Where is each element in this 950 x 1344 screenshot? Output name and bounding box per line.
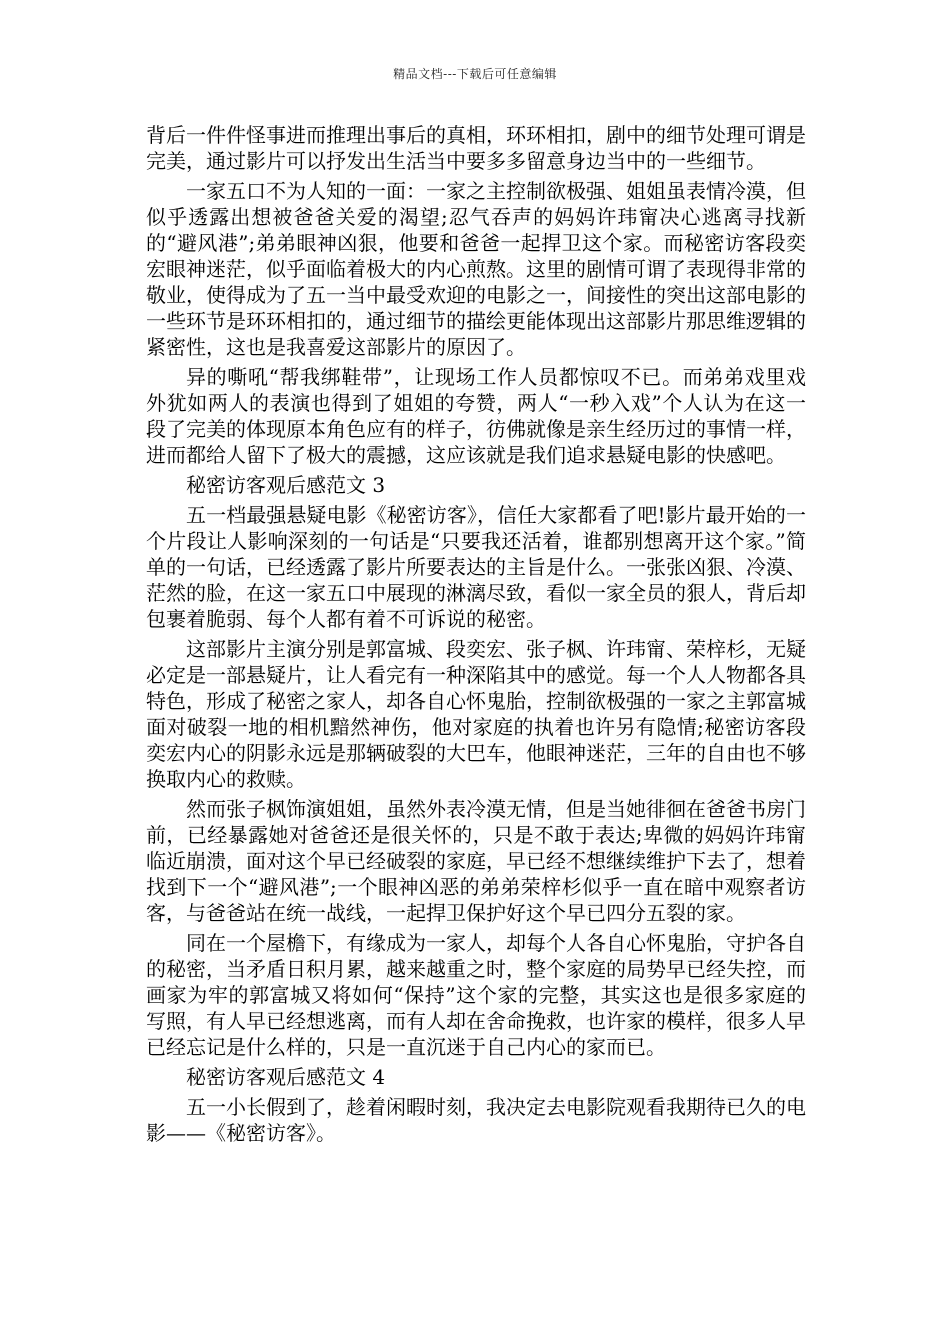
article-body bbox=[146, 122, 806, 1150]
paragraph: 这部影片主演分别是郭富城、段奕宏、张子枫、许玮甯、荣梓杉，无疑必定是一部悬疑片，让人看完有一种深陷其中的感觉。每一个人人物都各具特色，形成了秘密之家人，却各自心怀鬼胎，控制欲极强的一家之主郭富城面对破裂一地的相机黯然神伤，他对家庭的执着也许另有隐情;秘密访客段奕宏内心的阴影永远是那辆破裂的大巴车，他眼神迷茫，三年的自由也不够换取内心的救赎。 bbox=[146, 637, 806, 791]
paragraph: 五一小长假到了，趁着闲暇时刻，我决定去电影院观看我期待已久的电影——《秘密访客》。 bbox=[146, 1095, 806, 1145]
paragraph: 一家五口不为人知的一面：一家之主控制欲极强、姐姐虽表情冷漠，但似乎透露出想被爸爸关爱的渴望;忍气吞声的妈妈许玮甯决心逃离寻找新的“避风港”;弟弟眼神凶狠，他要和爸爸一起捍卫这个家。而秘密访客段奕宏眼神迷茫，似乎面临着极大的内心煎熬。这里的剧情可谓了表现得非常的敬业，使得成为了五一当中最受欢迎的电影之一，间接性的突出这部电影的一些环节是环环相扣的，通过细节的描绘更能体现出这部影片那思维逻辑的紧密性，这也是我喜爱这部影片的原因了。 bbox=[146, 179, 806, 359]
paragraph: 五一档最强悬疑电影《秘密访客》，信任大家都看了吧!影片最开始的一个片段让人影响深刻的一句话是“只要我还活着，谁都别想离开这个家。”简单的一句话，已经透露了影片所要表达的主旨是什么。一张张凶狠、冷漠、茫然的脸，在这一家五口中展现的淋漓尽致，看似一家全员的狠人，背后却包裹着脆弱、每个人都有着不可诉说的秘密。 bbox=[146, 503, 806, 631]
page-header-watermark: 精品文档---下载后可任意编辑 bbox=[393, 67, 557, 81]
paragraph: 异的嘶吼“帮我绑鞋带”，让现场工作人员都惊叹不已。而弟弟戏里戏外犹如两人的表演也得到了姐姐的夸赞，两人“一秒入戏”个人认为在这一段了完美的体现原本角色应有的样子，彷佛就像是亲生经历过的事情一样，进而都给人留下了极大的震撼，这应该就是我们追求悬疑电影的快感吧。 bbox=[146, 365, 806, 467]
paragraph: 背后一件件怪事进而推理出事后的真相，环环相扣，剧中的细节处理可谓是完美，通过影片可以抒发出生活当中要多多留意身边当中的一些细节。 bbox=[146, 123, 806, 173]
paragraph: 同在一个屋檐下，有缘成为一家人，却每个人各自心怀鬼胎，守护各自的秘密，当矛盾日积月累，越来越重之时，整个家庭的局势早已经失控，而画家为牢的郭富城又将如何“保持”这个家的完整，其实这也是很多家庭的写照，有人早已经想逃离，而有人却在舍命挽救，也许家的模样，很多人早已经忘记是什么样的，只是一直沉迷于自己内心的家而已。 bbox=[146, 931, 806, 1059]
paragraph: 然而张子枫饰演姐姐，虽然外表冷漠无情，但是当她徘徊在爸爸书房门前，已经暴露她对爸爸还是很关怀的，只是不敢于表达;卑微的妈妈许玮甯临近崩溃，面对这个早已经破裂的家庭，早已经不想继续维护下去了，想着找到下一个“避风港”;一个眼神凶恶的弟弟荣梓杉似乎一直在暗中观察者访客，与爸爸站在统一战线，一起捍卫保护好这个早已四分五裂的家。 bbox=[146, 797, 806, 925]
section-heading: 秘密访客观后感范文 3 bbox=[186, 473, 386, 497]
section-heading: 秘密访客观后感范文 4 bbox=[186, 1065, 386, 1089]
